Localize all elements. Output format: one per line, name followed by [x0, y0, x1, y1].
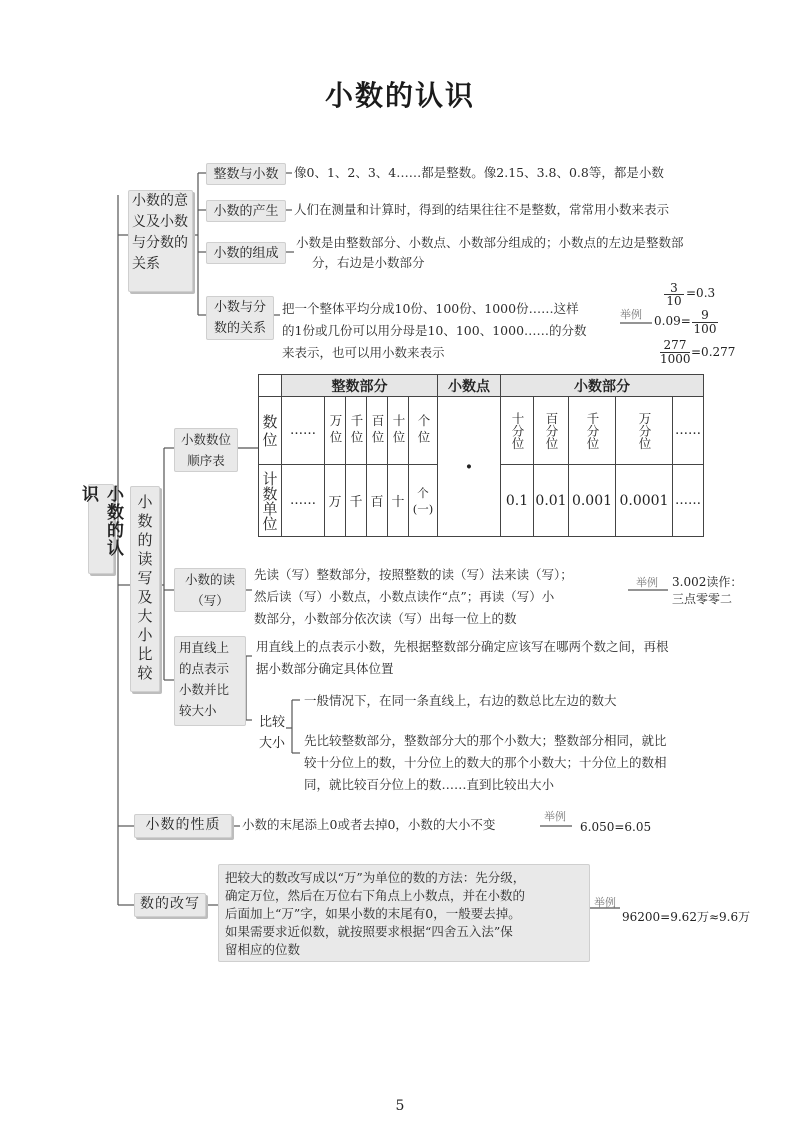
label-decimal-fraction-relation	[206, 296, 274, 340]
dec-place-3: 万分位	[616, 397, 673, 465]
text-decimal-fraction-2: 的1份或几份可以用分母是10、100、1000……的分数	[282, 323, 587, 338]
fraction-1-result: =0.3	[686, 286, 716, 300]
int-place-3: 百位	[367, 397, 388, 465]
text-read-write-3: 数部分，小数部分依次读（写）出每一位上的数	[254, 611, 517, 626]
int-place-1: 万位	[325, 397, 346, 465]
example-label-fraction: 举例	[620, 308, 642, 321]
decimal-point-mark: ·	[438, 397, 501, 537]
text-decimal-fraction-3: 来表示，也可以用小数来表示	[282, 345, 445, 360]
label-compare-size-1: 比较	[258, 715, 285, 730]
example-property: 6.050=6.05	[580, 820, 652, 834]
rewrite-text-box	[218, 864, 590, 962]
label-compare-3: 小数并比	[179, 682, 230, 697]
fraction-3-denominator: 1000	[660, 352, 691, 366]
label-integer-and-decimal: 整数与小数	[206, 163, 286, 185]
label-place-order-table-1: 小数数位	[180, 432, 231, 447]
text-rewrite-1: 把较大的数改写成以“万”为单位的数的方法：先分级，	[225, 870, 526, 885]
example-label-property: 举例	[544, 810, 566, 823]
fraction-example-2	[654, 309, 734, 337]
place-value-table	[258, 374, 704, 537]
example-label-rewrite: 举例	[594, 896, 616, 909]
label-decimal-fraction-relation-1: 小数与分	[213, 300, 266, 315]
text-integer-and-decimal: 像0、1、2、3、4……都是整数。像2.15、3.8、0.8等，都是小数	[294, 165, 664, 180]
text-decimal-origin: 人们在测量和计算时，得到的结果往往不是整数，常常用小数来表示	[294, 202, 670, 217]
label-read-write-2: （写）	[191, 593, 229, 608]
fraction-2-prefix: 0.09=	[654, 314, 691, 328]
header-integer-part: 整数部分	[282, 375, 438, 397]
fraction-example-1	[660, 282, 730, 306]
text-rewrite-3: 后面加上“万”字，如果小数的末尾有0，一般要去掉。	[225, 906, 521, 921]
int-unit-5: 个(一)	[409, 465, 438, 537]
text-compare-rule-2c: 同，就比较百分位上的数……直到比较出大小	[304, 777, 555, 792]
example-rewrite: 96200=9.62万≈9.6万	[622, 910, 751, 924]
fraction-2-numerator: 9	[701, 308, 709, 322]
text-compare-rule-2b: 较十分位上的数，十分位上的数大的那个小数大；十分位上的数相	[304, 755, 667, 770]
label-place-order-table-2: 顺序表	[187, 453, 225, 468]
text-rewrite-5: 留相应的位数	[225, 942, 301, 957]
text-rewrite-2: 确定万位，然后在万位右下角点上小数点，并在小数的	[225, 888, 526, 903]
label-compare	[174, 636, 246, 726]
page-title: 小数的认识	[324, 79, 475, 112]
header-decimal-part: 小数部分	[501, 375, 704, 397]
text-compare-rule-1: 一般情况下，在同一条直线上，右边的数总比左边的数大	[304, 693, 617, 708]
section-meaning-label: 小数的意义及小数与分数的关系	[128, 190, 193, 292]
text-decimal-composition-1: 小数是由整数部分、小数点、小数部分组成的；小数点的左边是整数部	[296, 235, 684, 250]
dec-place-2: 千分位	[569, 397, 616, 465]
fraction-2-denominator: 100	[693, 322, 717, 336]
text-rewrite-4: 如果需要求近似数，就按照要求根据“四舍五入法”保	[225, 924, 513, 939]
dec-unit-0: 0.1	[501, 465, 534, 537]
page-number: 5	[395, 1098, 405, 1114]
int-place-2: 千位	[346, 397, 367, 465]
section-read-write-label: 小数的读写及大小比较	[130, 486, 160, 692]
fraction-3-result: =0.277	[691, 345, 736, 359]
text-property: 小数的末尾添上0或者去掉0，小数的大小不变	[242, 817, 496, 832]
example-read-1: 3.002读作：	[672, 575, 743, 589]
header-decimal-point: 小数点	[438, 375, 501, 397]
text-read-write-2: 然后读（写）小数点，小数点读作“点”；再读（写）小	[254, 589, 555, 604]
example-read-2: 三点零零二	[672, 592, 733, 606]
fraction-3-numerator: 277	[663, 338, 687, 352]
label-compare-1: 用直线上	[179, 640, 230, 655]
row-head-unit: 计数单位	[259, 465, 282, 537]
label-decimal-composition: 小数的组成	[206, 242, 286, 264]
int-unit-0: ……	[282, 465, 325, 537]
label-read-write-1: 小数的读	[184, 572, 235, 587]
int-unit-3: 百	[367, 465, 388, 537]
int-unit-4: 十	[388, 465, 409, 537]
dec-unit-1: 0.01	[534, 465, 569, 537]
text-number-line-2: 据小数部分确定具体位置	[256, 661, 394, 676]
fraction-1-denominator: 10	[666, 294, 682, 308]
text-compare-rule-2a: 先比较整数部分，整数部分大的那个小数大；整数部分相同，就比	[304, 733, 667, 748]
dec-unit-2: 0.001	[569, 465, 616, 537]
int-place-5: 个位	[409, 397, 438, 465]
dec-place-0: 十分位	[501, 397, 534, 465]
label-decimal-origin: 小数的产生	[206, 200, 286, 222]
label-compare-size-2: 大小	[258, 736, 285, 751]
text-decimal-composition-2: 分，右边是小数部分	[312, 255, 425, 270]
label-read-write	[174, 568, 246, 612]
label-place-order-table	[174, 428, 238, 472]
fraction-1-numerator: 3	[670, 281, 678, 295]
label-compare-size	[256, 712, 288, 754]
int-unit-1: 万	[325, 465, 346, 537]
section-rewrite-label: 数的改写	[134, 893, 206, 917]
section-property-label: 小数的性质	[134, 814, 232, 838]
label-compare-4: 较大小	[179, 703, 217, 718]
int-unit-2: 千	[346, 465, 367, 537]
label-decimal-fraction-relation-2: 数的关系	[213, 321, 266, 336]
dec-unit-4: ……	[673, 465, 704, 537]
int-place-0: ……	[282, 397, 325, 465]
dec-place-1: 百分位	[534, 397, 569, 465]
root-node: 小数的认识	[88, 484, 114, 574]
fraction-example-3	[660, 339, 740, 367]
dec-unit-3: 0.0001	[616, 465, 673, 537]
row-head-place: 数位	[259, 397, 282, 465]
text-read-write-1: 先读（写）整数部分，按照整数的读（写）法来读（写）；	[254, 567, 573, 582]
dec-place-4: ……	[673, 397, 704, 465]
int-place-4: 十位	[388, 397, 409, 465]
text-number-line-1: 用直线上的点表示小数，先根据整数部分确定应该写在哪两个数之间，再根	[256, 639, 669, 654]
label-compare-2: 的点表示	[179, 661, 230, 676]
text-decimal-fraction-1: 把一个整体平均分成10份、100份、1000份……这样	[282, 301, 579, 316]
example-label-read: 举例	[636, 576, 658, 589]
